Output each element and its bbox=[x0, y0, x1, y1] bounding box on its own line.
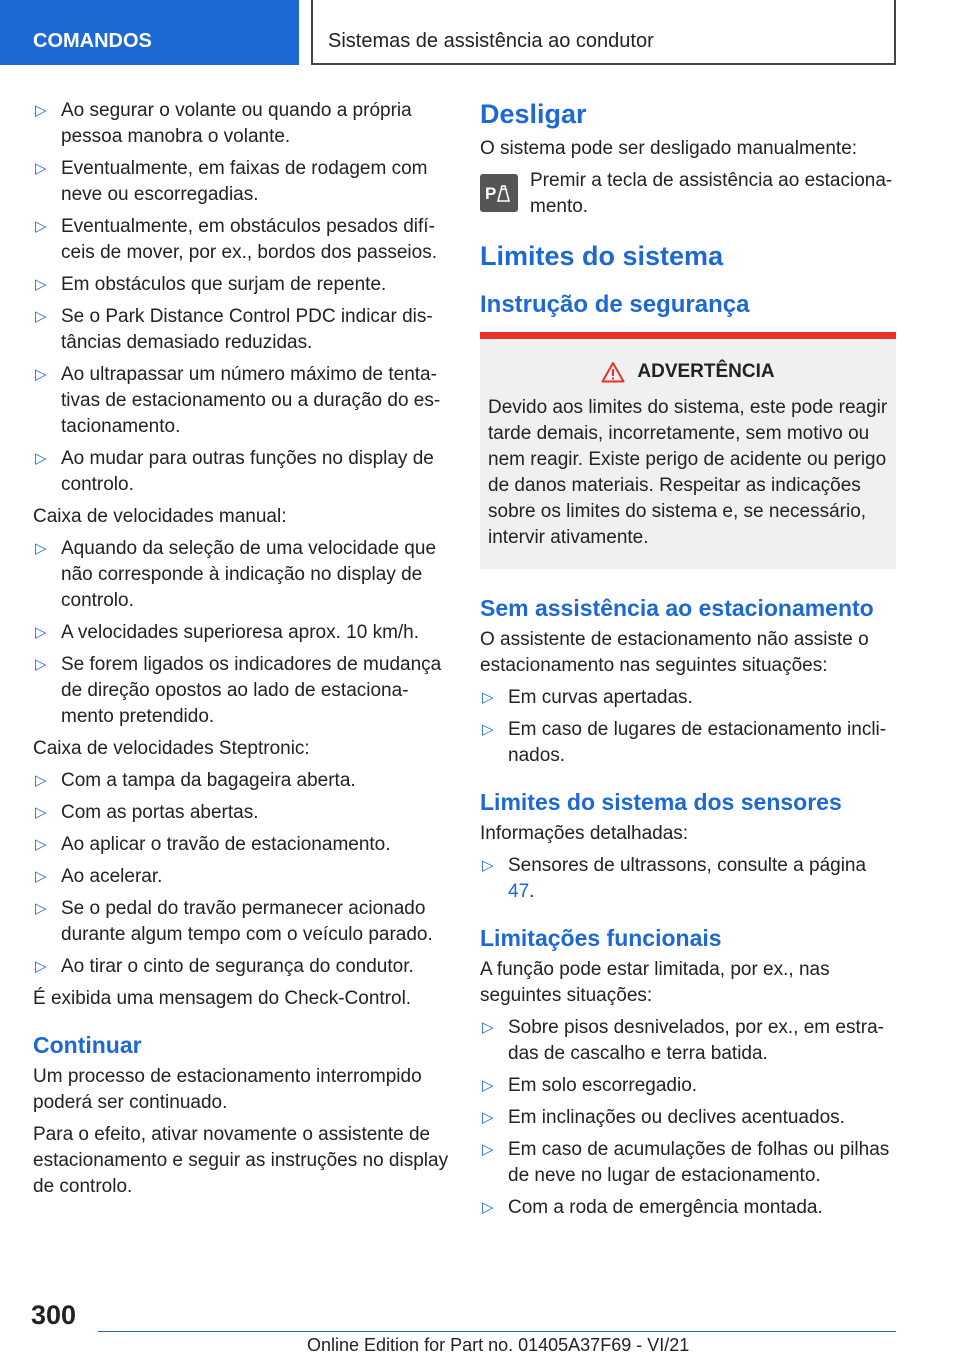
list-item: ▷ A velocidades superioresa aprox. 10 km/h. bbox=[33, 620, 451, 646]
right-column bbox=[480, 98, 896, 1227]
list-item: ▷ Com as portas abertas. bbox=[33, 800, 451, 826]
list-item: ▷ Ao tirar o cinto de segurança do condutor. bbox=[33, 954, 451, 980]
sensores-heading: Limites do sistema dos sensores bbox=[480, 789, 842, 815]
svg-text:P: P bbox=[485, 184, 497, 203]
continuar-paragraph-1: Um processo de estacionamento interrompido poderá ser continuado. bbox=[33, 1066, 422, 1113]
warning-title: ADVERTÊNCIA bbox=[637, 361, 775, 382]
chapter-title: Sistemas de assistência ao condutor bbox=[328, 30, 654, 52]
bullet-list-3 bbox=[33, 768, 451, 980]
list-item: ▷ Ao acelerar. bbox=[33, 864, 451, 890]
list-item: ▷ Em caso de lugares de estacionamento inclinados. bbox=[480, 717, 896, 769]
list-item: ▷ Se o Park Distance Control PDC indicar distâncias demasiado reduzidas. bbox=[33, 304, 451, 356]
warning-text: Devido aos limites do sistema, este pode reagir tarde demais, incorretamente, sem motivo ou nem reagir. Existe perigo de acidente ou perigo de danos materiais. Respeitar as indicações sobre os limites do sistema e, se necessário, intervir ativamente. bbox=[488, 397, 888, 548]
sem-assistencia-list bbox=[480, 685, 896, 769]
limitacoes-paragraph: A função pode estar limitada, por ex., nas seguintes situações: bbox=[480, 959, 830, 1006]
desligar-step-text: Premir a tecla de assistência ao estacionamento. bbox=[530, 170, 893, 217]
continuar-heading: Continuar bbox=[33, 1032, 142, 1058]
list-item: ▷ Com a roda de emergência montada. bbox=[480, 1195, 896, 1221]
page-link-47[interactable]: 47 bbox=[508, 881, 530, 902]
desligar-paragraph: O sistema pode ser desligado manualmente: bbox=[480, 138, 858, 159]
list-item: ▷ Em caso de acumulações de folhas ou pilhas de neve no lugar de estacionamento. bbox=[480, 1137, 896, 1189]
list-item: ▷ Ao aplicar o travão de estacionamento. bbox=[33, 832, 451, 858]
desligar-step bbox=[480, 168, 896, 220]
manual-gearbox-label: Caixa de velocidades manual: bbox=[33, 506, 287, 527]
limitacoes-list bbox=[480, 1015, 896, 1221]
section-title: COMANDOS bbox=[33, 30, 152, 52]
warning-header bbox=[488, 359, 888, 385]
warning-box bbox=[480, 332, 896, 569]
section-tab bbox=[0, 0, 299, 65]
chapter-header bbox=[311, 0, 896, 65]
steptronic-label: Caixa de velocidades Steptronic: bbox=[33, 738, 310, 759]
list-item: ▷ Se o pedal do travão permanecer acionado durante algum tempo com o veículo parado. bbox=[33, 896, 451, 948]
list-item: ▷ Em solo escorregadio. bbox=[480, 1073, 896, 1099]
list-item: ▷ Ao segurar o volante ou quando a própria pessoa manobra o volante. bbox=[33, 98, 451, 150]
limites-heading: Limites do sistema bbox=[480, 241, 724, 271]
limitacoes-heading: Limitações funcionais bbox=[480, 925, 722, 951]
continuar-paragraph-2: Para o efeito, ativar novamente o assistente de estacionamento e seguir as instruções no display de controlo. bbox=[33, 1124, 449, 1197]
desligar-heading: Desligar bbox=[480, 99, 587, 129]
sem-assistencia-paragraph: O assistente de estacionamento não assiste o estacionamento nas seguintes situações: bbox=[480, 629, 869, 676]
list-item: ▷ Sobre pisos desnivelados, por ex., em estradas de cascalho e terra batida. bbox=[480, 1015, 896, 1067]
warning-triangle-icon bbox=[601, 361, 625, 383]
parking-assistant-button-icon bbox=[480, 174, 518, 212]
list-item: ▷ Em obstáculos que surjam de repente. bbox=[33, 272, 451, 298]
sensores-list bbox=[480, 853, 896, 905]
list-item: ▷ Eventualmente, em obstáculos pesados difíceis de mover, por ex., bordos dos passeios. bbox=[33, 214, 451, 266]
sensores-bullet-end: . bbox=[529, 881, 535, 902]
sensores-paragraph: Informações detalhadas: bbox=[480, 823, 689, 844]
page-number: 300 bbox=[31, 1300, 77, 1330]
check-control-message: É exibida uma mensagem do Check-Control. bbox=[33, 988, 412, 1009]
list-item: ▷ Em inclinações ou declives acentuados. bbox=[480, 1105, 896, 1131]
list-item bbox=[480, 853, 896, 905]
list-item: ▷ Aquando da seleção de uma velocidade que não corresponde à indicação no display de controlo. bbox=[33, 536, 451, 614]
sem-assistencia-heading: Sem assistência ao estacionamento bbox=[480, 595, 874, 621]
list-item: ▷ Ao ultrapassar um número máximo de tentativas de estacionamento ou a duração do estacionamento. bbox=[33, 362, 451, 440]
bullet-list-1 bbox=[33, 98, 451, 498]
list-item: ▷ Em curvas apertadas. bbox=[480, 685, 896, 711]
edition-footer: Online Edition for Part no. 01405A37F69 - VI/21 bbox=[307, 1335, 690, 1355]
bullet-list-2 bbox=[33, 536, 451, 730]
list-item: ▷ Ao mudar para outras funções no display de controlo. bbox=[33, 446, 451, 498]
list-item: ▷ Se forem ligados os indicadores de mudança de direção opostos ao lado de estacionamento pretendido. bbox=[33, 652, 451, 730]
list-item: ▷ Com a tampa da bagageira aberta. bbox=[33, 768, 451, 794]
list-item: ▷ Eventualmente, em faixas de rodagem com neve ou escorregadias. bbox=[33, 156, 451, 208]
instrucao-heading: Instrução de segurança bbox=[480, 291, 750, 318]
sensores-bullet-text: Sensores de ultrassons, consulte a página bbox=[508, 855, 867, 876]
footer-divider bbox=[98, 1331, 896, 1332]
left-column bbox=[33, 98, 451, 1206]
